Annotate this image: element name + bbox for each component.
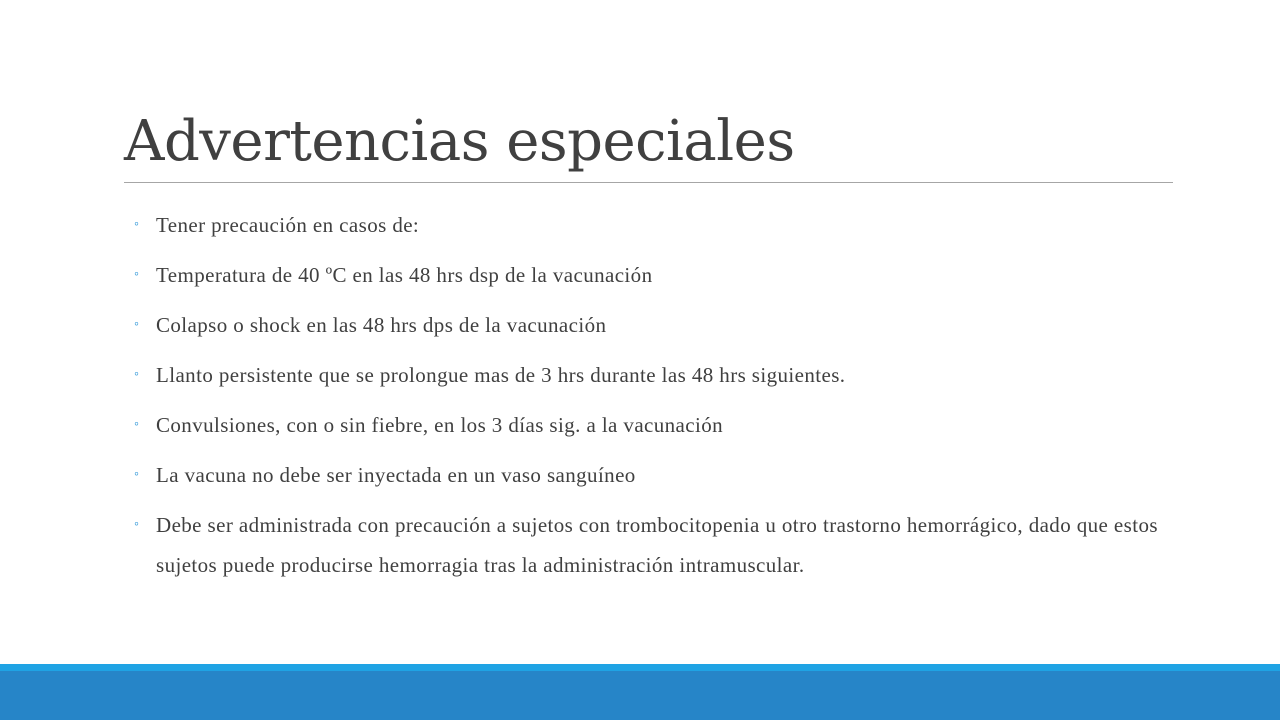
bullet-text: Tener precaución en casos de:	[156, 213, 420, 237]
bullet-item	[134, 405, 1174, 445]
bullet-item	[134, 355, 1174, 395]
bullet-text: La vacuna no debe ser inyectada en un vaso sanguíneo	[156, 463, 636, 487]
footer-band	[0, 671, 1280, 720]
bullet-item	[134, 255, 1174, 295]
bullet-text: Convulsiones, con o sin fiebre, en los 3 días sig. a la vacunación	[156, 413, 724, 437]
bullet-marker-icon: ◦	[134, 217, 139, 232]
bullet-item	[134, 505, 1174, 585]
bullet-text: Llanto persistente que se prolongue mas de 3 hrs durante las 48 hrs siguientes.	[156, 363, 846, 387]
bullet-marker-icon: ◦	[134, 467, 139, 482]
bullet-marker-icon: ◦	[134, 267, 139, 282]
bullet-text: Temperatura de 40 ºC en las 48 hrs dsp de la vacunación	[156, 263, 653, 287]
bullet-marker-icon: ◦	[134, 317, 139, 332]
bullet-marker-icon: ◦	[134, 517, 139, 532]
bullet-item	[134, 305, 1174, 345]
title-divider	[124, 182, 1173, 183]
bullet-text: Colapso o shock en las 48 hrs dps de la vacunación	[156, 313, 607, 337]
footer-accent-stripe	[0, 664, 1280, 671]
bullet-item	[134, 455, 1174, 495]
bullet-list	[134, 205, 1174, 595]
bullet-text: Debe ser administrada con precaución a sujetos con trombocitopenia u otro trastorno hemorrágico, dado que estos sujetos puede producirse hemorragia tras la administración intramuscular.	[156, 513, 1158, 577]
slide-title: Advertencias especiales	[124, 109, 795, 174]
bullet-marker-icon: ◦	[134, 367, 139, 382]
bullet-item	[134, 205, 1174, 245]
bullet-marker-icon: ◦	[134, 417, 139, 432]
